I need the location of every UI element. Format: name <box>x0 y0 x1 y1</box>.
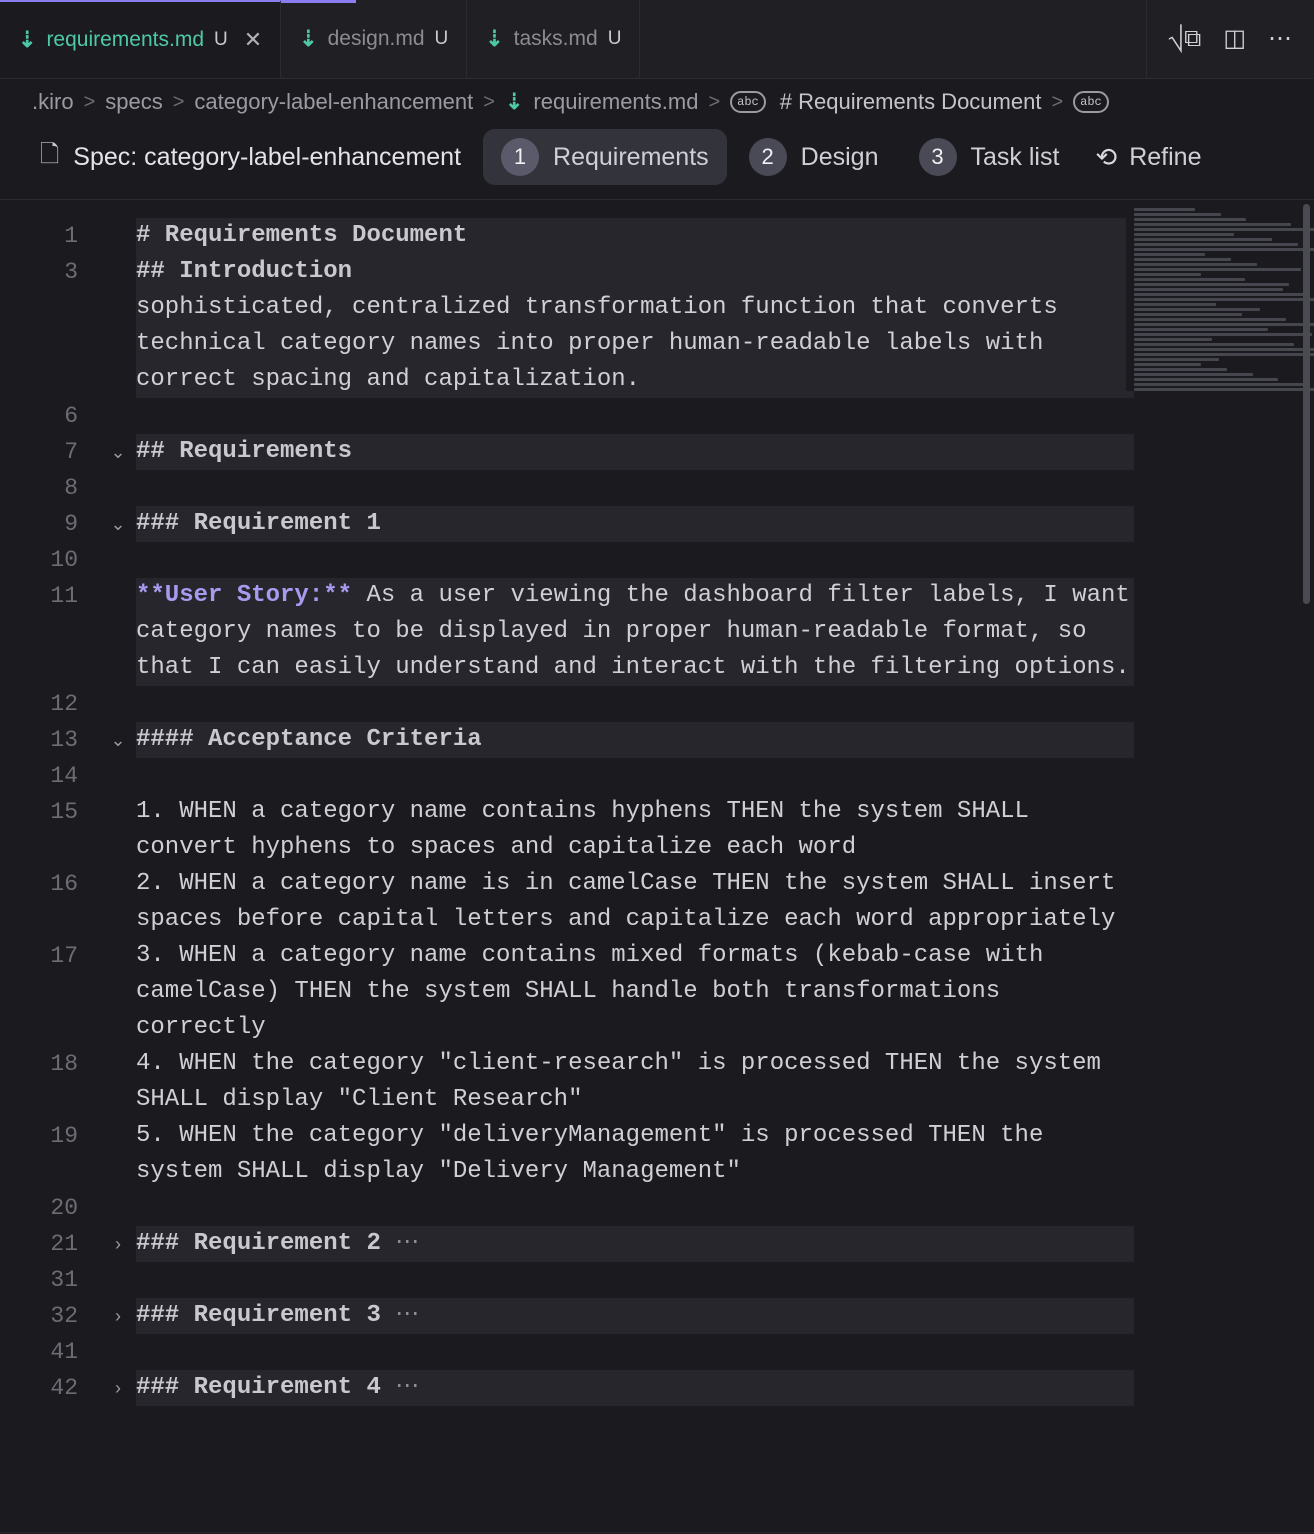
code-token: 3. WHEN a category name contains mixed formats (kebab-case with camelCase) THEN the system SHALL handle both transformations correctly <box>136 942 1058 1041</box>
code-token: ## Requirements <box>136 438 353 465</box>
refine-label: Refine <box>1129 142 1202 171</box>
fold-toggle-icon[interactable]: › <box>115 1306 121 1326</box>
fold-placeholder <box>100 758 136 794</box>
code-line <box>136 470 1134 506</box>
tab-dirty-indicator: U <box>214 29 228 50</box>
fold-placeholder <box>100 470 136 506</box>
code-line <box>136 1334 1134 1370</box>
fold-placeholder <box>100 938 136 1046</box>
line-number: 18 <box>50 1051 78 1077</box>
fold-placeholder <box>100 1334 136 1370</box>
split-preview-icon[interactable]: ⎷​⧉ <box>1168 25 1202 52</box>
fold-placeholder <box>100 1262 136 1298</box>
code-token: ### Requirement 3 <box>136 1302 381 1329</box>
code-line <box>136 578 1145 686</box>
fold-placeholder <box>100 1046 136 1118</box>
fold-gutter[interactable] <box>100 200 136 1532</box>
step-number: 1 <box>501 138 539 176</box>
markdown-icon: ⇣ <box>485 26 504 51</box>
breadcrumb-separator: > <box>83 90 96 113</box>
line-number: 16 <box>50 871 78 897</box>
refine-button[interactable] <box>1081 133 1215 182</box>
fold-placeholder <box>100 1190 136 1226</box>
scrollbar-thumb[interactable] <box>1303 204 1310 604</box>
code-line <box>136 938 1134 1046</box>
breadcrumb-item-kiro[interactable]: .kiro <box>32 89 74 114</box>
line-number: 19 <box>50 1123 78 1149</box>
spec-title <box>40 137 461 178</box>
tab-requirements-step[interactable] <box>483 129 727 185</box>
fold-placeholder <box>100 398 136 434</box>
code-line <box>136 1298 1134 1334</box>
code-token: 5. WHEN the category "deliveryManagement" is processed THEN the system SHALL display "Delivery Management" <box>136 1122 1058 1185</box>
line-number: 14 <box>50 763 78 789</box>
code-editor[interactable] <box>0 200 1314 1532</box>
code-token: sophisticated, centralized transformation function that converts technical category names into proper human-readable labels with correct spacing and capitalization. <box>136 294 1073 393</box>
code-line <box>136 1370 1134 1406</box>
code-line <box>136 758 1134 794</box>
spec-document-icon: 🗋 <box>40 140 60 168</box>
tab-design-step[interactable] <box>731 129 897 185</box>
line-number: 20 <box>50 1195 78 1221</box>
editor-tab-bar <box>0 0 1314 79</box>
code-line <box>136 434 1134 470</box>
breadcrumb-item-requirements-md[interactable]: requirements.md <box>533 89 699 114</box>
code-token: As a user viewing the dashboard filter labels, I want category names to be displayed in proper human-readable format, so that I can easily understand and interact with the filtering options. <box>136 582 1145 681</box>
tab-label: tasks.md <box>513 27 598 50</box>
tab-tasks-md[interactable] <box>467 0 640 78</box>
line-number <box>0 290 100 398</box>
breadcrumb-item-category-label-enhancement[interactable]: category-label-enhancement <box>194 89 474 114</box>
line-number: 31 <box>50 1267 78 1293</box>
spec-title-label: Spec: category-label-enhancement <box>73 142 462 171</box>
fold-placeholder <box>100 254 136 290</box>
breadcrumb-separator: > <box>1051 90 1064 113</box>
code-line <box>136 290 1134 398</box>
code-token: 2. WHEN a category name is in camelCase THEN the system SHALL insert spaces before capital letters and capitalize each word appropriately <box>136 870 1130 933</box>
markdown-icon: ⇣ <box>504 89 524 114</box>
line-number: 11 <box>50 583 78 609</box>
code-token: 1. WHEN a category name contains hyphens THEN the system SHALL convert hyphens to spaces and capitalize each word <box>136 798 1044 861</box>
line-number: 9 <box>64 511 78 537</box>
line-number: 21 <box>50 1231 78 1257</box>
fold-placeholder <box>100 290 136 398</box>
editor-scrollbar[interactable] <box>1300 200 1310 1532</box>
breadcrumb-separator: > <box>172 90 185 113</box>
tab-bar-actions <box>1147 0 1314 78</box>
abc-symbol-icon: abc <box>730 91 766 113</box>
line-number-gutter <box>0 200 100 1532</box>
code-token: ⋯ <box>380 1230 420 1257</box>
markdown-icon: ⇣ <box>299 26 318 51</box>
code-line <box>136 722 1134 758</box>
code-line <box>136 794 1134 866</box>
close-icon[interactable]: ✕ <box>243 27 263 52</box>
line-number: 12 <box>50 691 78 717</box>
fold-toggle-icon[interactable]: ⌄ <box>110 442 126 462</box>
code-line <box>136 1262 1134 1298</box>
line-number: 13 <box>50 727 78 753</box>
tab-label: requirements.md <box>46 28 204 51</box>
tab-dirty-indicator: U <box>607 28 622 49</box>
code-token: #### Acceptance Criteria <box>136 726 482 753</box>
fold-placeholder <box>100 218 136 254</box>
step-number: 3 <box>919 138 957 176</box>
line-number: 41 <box>50 1339 78 1365</box>
code-token: # Requirements Document <box>136 222 468 249</box>
line-number: 42 <box>50 1375 78 1401</box>
fold-placeholder <box>100 542 136 578</box>
code-token: 4. WHEN the category "client-research" is processed THEN the system SHALL display "Client Research" <box>136 1050 1116 1113</box>
code-token: ### Requirement 4 <box>136 1374 381 1401</box>
line-number: 1 <box>64 223 78 249</box>
tab-task-list-step[interactable] <box>901 129 1078 185</box>
fold-placeholder <box>100 578 136 686</box>
fold-toggle-icon[interactable]: › <box>115 1378 121 1398</box>
line-number: 7 <box>64 439 78 465</box>
code-line <box>136 686 1134 722</box>
code-token: ### Requirement 2 <box>136 1230 381 1257</box>
line-number: 17 <box>50 943 78 969</box>
refresh-icon: ⟲ <box>1095 141 1118 172</box>
code-line <box>136 506 1134 542</box>
tab-dirty-indicator: U <box>434 28 449 49</box>
code-line <box>136 866 1134 938</box>
line-number: 6 <box>64 403 78 429</box>
line-number: 10 <box>50 547 78 573</box>
fold-toggle-icon[interactable]: ⌄ <box>110 730 126 750</box>
breadcrumb-item-requirements-document[interactable]: # Requirements Document <box>779 89 1042 114</box>
code-line <box>136 542 1134 578</box>
line-number: 32 <box>50 1303 78 1329</box>
spec-toolbar <box>0 123 1314 200</box>
code-token: ⋯ <box>380 1302 420 1329</box>
step-number: 2 <box>749 138 787 176</box>
tab-design-md[interactable] <box>281 0 467 78</box>
line-number: 15 <box>50 799 78 825</box>
markdown-icon: ⇣ <box>18 27 37 52</box>
fold-toggle-icon[interactable]: ⌄ <box>110 514 126 534</box>
fold-placeholder <box>100 1118 136 1190</box>
code-token: ### Requirement 1 <box>136 510 381 537</box>
fold-toggle-icon[interactable]: › <box>115 1234 121 1254</box>
abc-symbol-icon: abc <box>1073 91 1109 113</box>
breadcrumb <box>0 79 1314 123</box>
code-line <box>136 1226 1134 1262</box>
line-number: 8 <box>64 475 78 501</box>
fold-placeholder <box>100 686 136 722</box>
code-line <box>136 218 1134 254</box>
more-actions-icon[interactable]: ⋯ <box>1268 25 1292 52</box>
breadcrumb-separator: > <box>483 90 495 113</box>
step-label: Task list <box>970 142 1060 171</box>
fold-placeholder <box>100 866 136 938</box>
editor-content[interactable] <box>136 200 1314 1532</box>
tab-label: design.md <box>327 27 425 50</box>
code-line <box>136 254 1134 290</box>
tab-requirements-md[interactable] <box>0 0 281 78</box>
split-editor-icon[interactable]: ◫ <box>1223 25 1246 52</box>
code-line <box>136 1190 1134 1226</box>
code-line <box>136 1046 1134 1118</box>
tab-bar-empty-space <box>640 0 1146 78</box>
breadcrumb-separator: > <box>708 90 721 113</box>
code-token: ⋯ <box>380 1374 420 1401</box>
code-line <box>136 398 1134 434</box>
step-label: Requirements <box>553 142 709 171</box>
code-line <box>136 1118 1134 1190</box>
step-label: Design <box>800 142 879 171</box>
code-token: ## Introduction <box>136 258 353 285</box>
code-token: **User Story:** <box>136 582 353 609</box>
breadcrumb-item-specs[interactable]: specs <box>105 89 163 114</box>
line-number: 3 <box>64 259 78 285</box>
fold-placeholder <box>100 794 136 866</box>
